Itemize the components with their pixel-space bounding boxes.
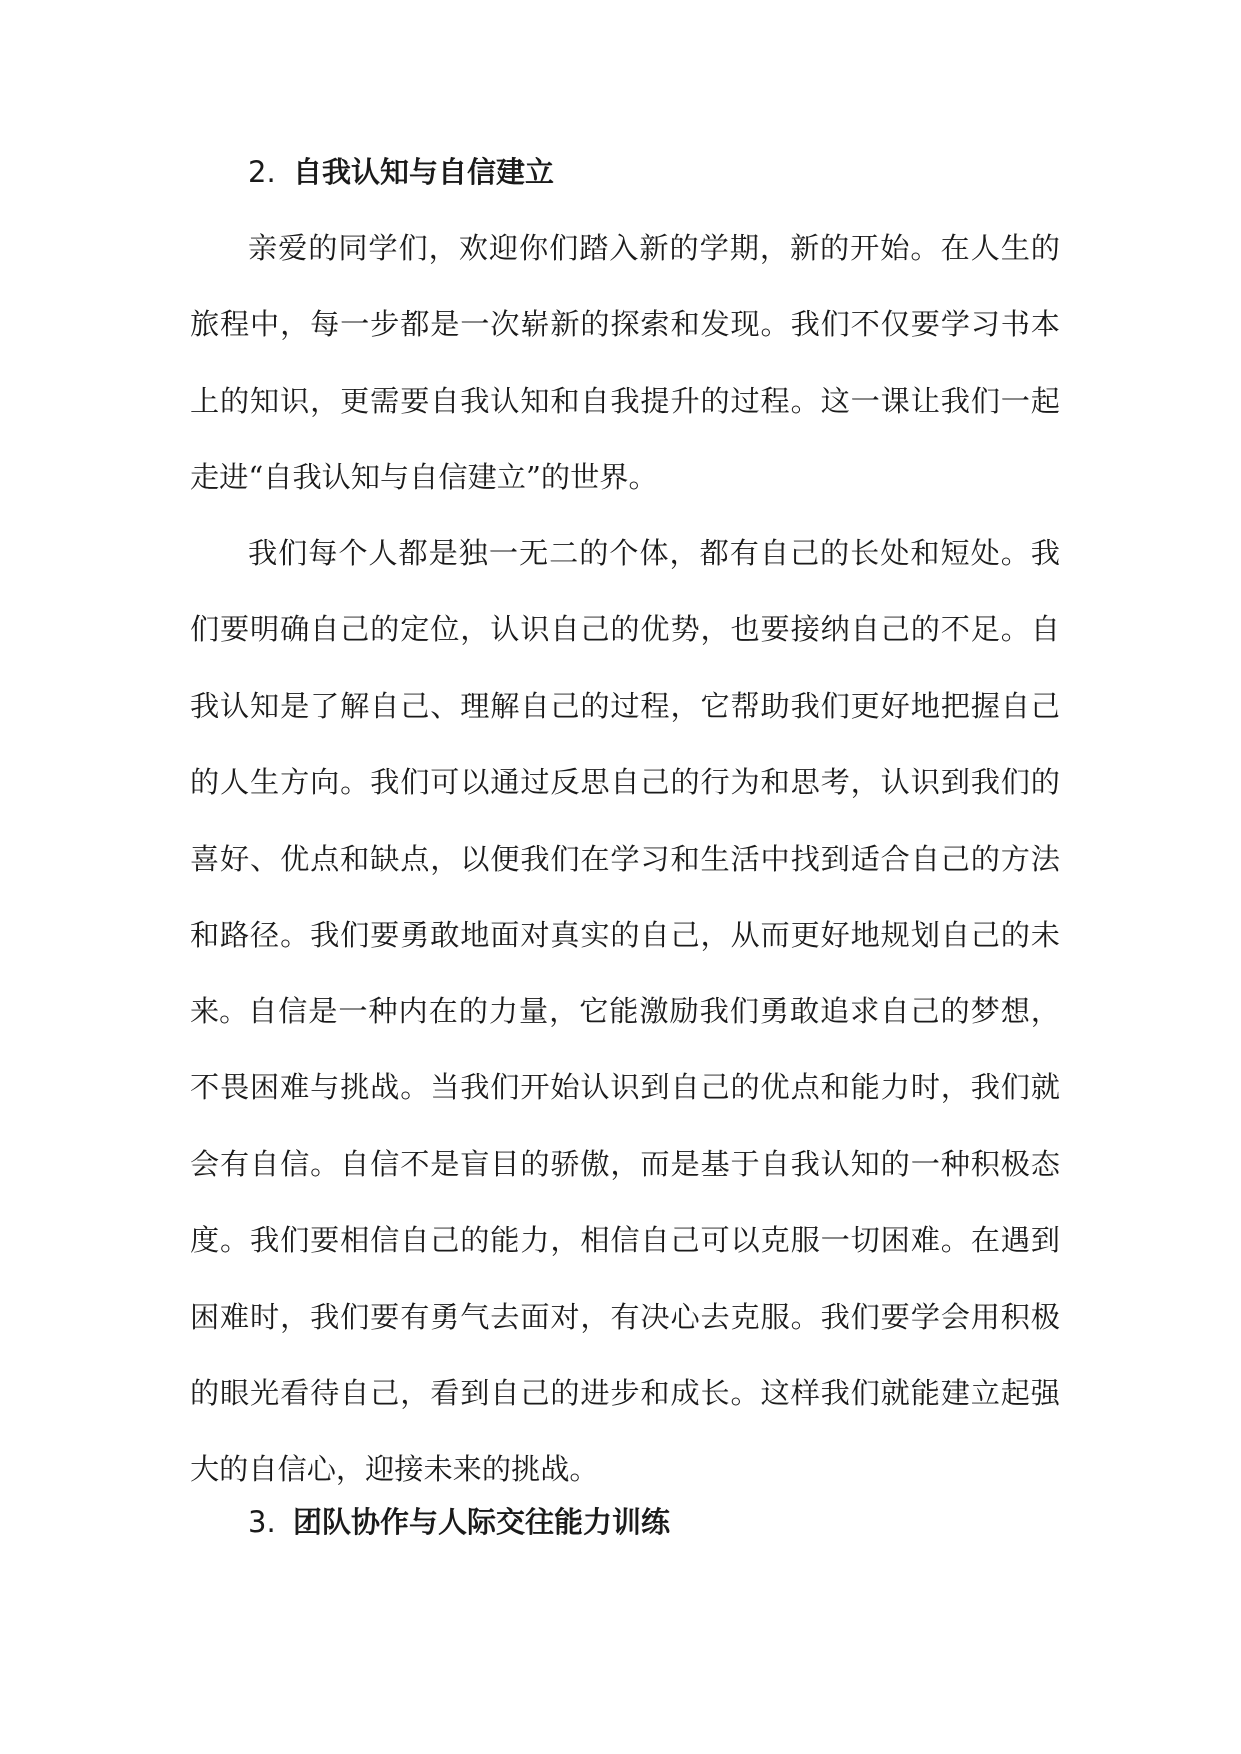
paragraph-self-awareness: 我们每个人都是独一无二的个体，都有自己的长处和短处。我们要明确自己的定位，认识自己的优势，也要接纳自己的不足。自我认知是了解自己、理解自己的过程，它帮助我们更好地把握自己的人生方向。我们可以通过反思自己的行为和思考，认识到我们的喜好、优点和缺点，以便我们在学习和生活中找到适合自己的方法和路径。我们要勇敢地面对真实的自己，从而更好地规划自己的未来。 xyxy=(190,536,1060,1029)
section-number: 3. xyxy=(248,1505,276,1539)
section-heading-3 xyxy=(248,1502,670,1542)
section-title: 自我认知与自信建立 xyxy=(293,155,555,189)
section-number: 2. xyxy=(248,155,276,189)
paragraph-intro: 亲爱的同学们，欢迎你们踏入新的学期，新的开始。在人生的旅程中，每一步都是一次崭新的探索和发现。我们不仅要学习书本上的知识，更需要自我认知和自我提升的过程。这一课让我们一起走进“自我认知与自信建立”的世界。 xyxy=(190,231,1060,495)
paragraph-confidence: 自信是一种内在的力量，它能激励我们勇敢追求自己的梦想，不畏困难与挑战。当我们开始认识到自己的优点和能力时，我们就会有自信。自信不是盲目的骄傲，而是基于自我认知的一种积极态度。我们要相信自己的能力，相信自己可以克服一切困难。在遇到困难时，我们要有勇气去面对，有决心去克服。我们要学会用积极的眼光看待自己，看到自己的进步和成长。这样我们就能建立起强大的自信心，迎接未来的挑战。 xyxy=(190,994,1060,1487)
section-title: 团队协作与人际交往能力训练 xyxy=(293,1505,671,1539)
section-heading-2 xyxy=(248,152,554,192)
